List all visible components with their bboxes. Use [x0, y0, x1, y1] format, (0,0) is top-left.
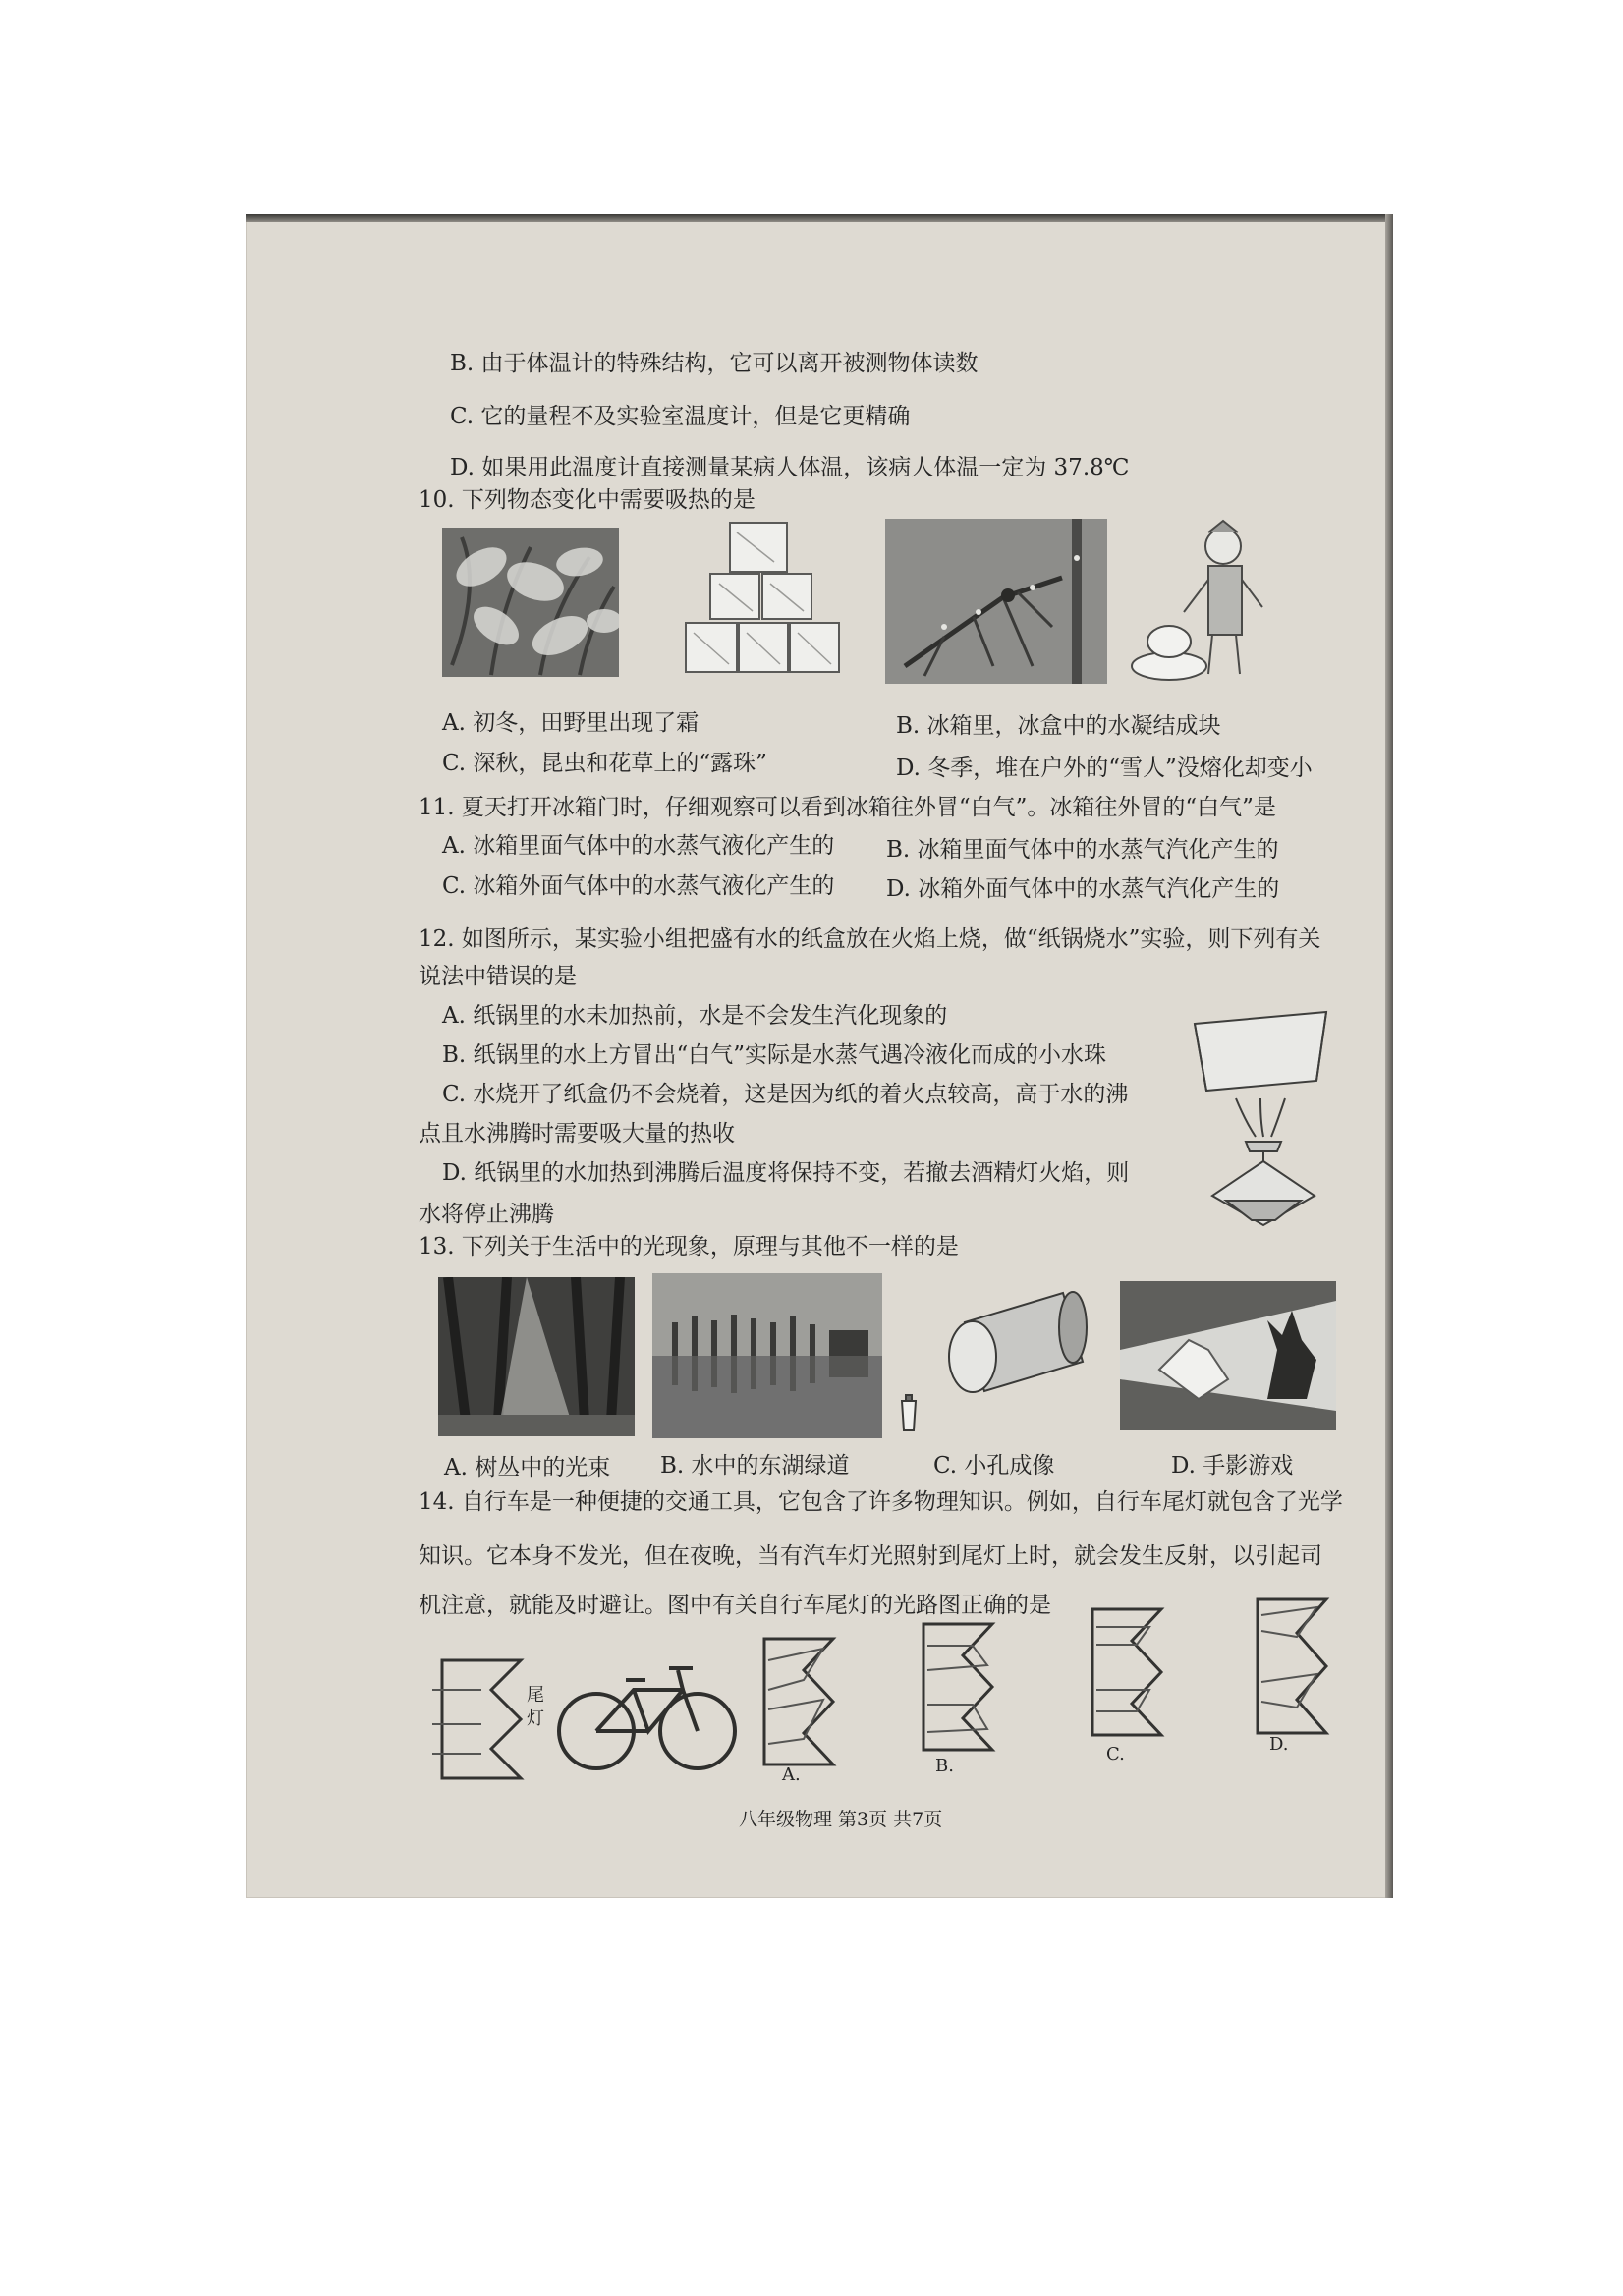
q12-stem-line2: 说法中错误的是: [419, 964, 577, 989]
ice-cubes-picture: [676, 513, 843, 682]
q9-option-c: C. 它的量程不及实验室温度计，但是它更精确: [450, 404, 911, 429]
taillight-diagram: [422, 1651, 540, 1788]
q11-stem: 11. 夏天打开冰箱门时，仔细观察可以看到冰箱往外冒“白气”。冰箱往外冒的“白气”是: [419, 795, 1276, 820]
paper-pot-boiling-diagram: [1187, 1004, 1334, 1232]
light-path-option-d: [1248, 1592, 1346, 1739]
snowman-cartoon: [1130, 519, 1297, 684]
light-path-label-b: B.: [935, 1756, 954, 1776]
q9-option-b: B. 由于体温计的特殊结构，它可以离开被测物体读数: [450, 351, 979, 376]
q14-text-line2: 知识。它本身不发光，但在夜晚，当有汽车灯光照射到尾灯上时，就会发生反射，以引起司: [419, 1543, 1322, 1569]
light-path-option-a: [755, 1631, 853, 1768]
q10-stem: 10. 下列物态变化中需要吸热的是: [419, 487, 756, 513]
sheet-top-shadow: [246, 214, 1393, 222]
q9-option-d: D. 如果用此温度计直接测量某病人体温，该病人体温一定为 37.8℃: [450, 455, 1130, 480]
light-path-option-b: [914, 1616, 1012, 1754]
q10-option-d: D. 冬季，堆在户外的“雪人”没熔化却变小: [896, 756, 1313, 781]
q14-text-line1: 14. 自行车是一种便捷的交通工具，它包含了许多物理知识。例如，自行车尾灯就包含了光学: [419, 1489, 1343, 1515]
q12-option-c-line2: 点且水沸腾时需要吸大量的热收: [419, 1121, 735, 1147]
pinhole-camera-diagram: [886, 1283, 1102, 1442]
light-path-label-c: C.: [1106, 1744, 1125, 1764]
dew-insect-photo: [885, 519, 1107, 684]
q12-option-c-line1: C. 水烧开了纸盒仍不会烧着，这是因为纸的着火点较高，高于水的沸: [442, 1082, 1129, 1107]
q13-option-a: A. 树丛中的光束: [444, 1455, 611, 1481]
lake-reflection-photo: [652, 1273, 882, 1438]
q11-option-b: B. 冰箱里面气体中的水蒸气汽化产生的: [886, 837, 1279, 863]
q10-option-b: B. 冰箱里，冰盒中的水凝结成块: [896, 713, 1221, 739]
page-footer: 八年级物理 第3页 共7页: [739, 1809, 943, 1830]
q13-option-b: B. 水中的东湖绿道: [660, 1453, 850, 1479]
q11-option-d: D. 冰箱外面气体中的水蒸气汽化产生的: [886, 876, 1280, 902]
q12-option-d-line2: 水将停止沸腾: [419, 1202, 554, 1227]
hand-shadow-photo: [1120, 1281, 1336, 1430]
light-path-label-d: D.: [1269, 1734, 1289, 1755]
q11-option-a: A. 冰箱里面气体中的水蒸气液化产生的: [442, 833, 835, 859]
q13-option-c: C. 小孔成像: [933, 1453, 1055, 1479]
q10-option-a: A. 初冬，田野里出现了霜: [442, 710, 700, 736]
q13-option-d: D. 手影游戏: [1171, 1453, 1294, 1479]
tree-light-beam-photo: [438, 1277, 635, 1436]
light-path-option-c: [1083, 1601, 1181, 1739]
q13-stem: 13. 下列关于生活中的光现象，原理与其他不一样的是: [419, 1234, 959, 1260]
q12-stem-line1: 12. 如图所示，某实验小组把盛有水的纸盒放在火焰上烧，做“纸锅烧水”实验，则下列有关: [419, 926, 1321, 952]
taillight-label-1: 尾: [527, 1685, 544, 1706]
q10-option-c: C. 深秋，昆虫和花草上的“露珠”: [442, 751, 767, 776]
light-path-label-a: A.: [782, 1764, 801, 1785]
q12-option-b: B. 纸锅里的水上方冒出“白气”实际是水蒸气遇冷液化而成的小水珠: [442, 1042, 1107, 1068]
q11-option-c: C. 冰箱外面气体中的水蒸气液化产生的: [442, 873, 835, 899]
q14-text-line3: 机注意，就能及时避让。图中有关自行车尾灯的光路图正确的是: [419, 1593, 1051, 1618]
q12-option-a: A. 纸锅里的水未加热前，水是不会发生汽化现象的: [442, 1003, 948, 1029]
bicycle-sketch: [555, 1651, 737, 1778]
frost-leaves-photo: [442, 528, 619, 677]
q12-option-d-line1: D. 纸锅里的水加热到沸腾后温度将保持不变，若撤去酒精灯火焰，则: [442, 1160, 1130, 1186]
taillight-label-2: 灯: [527, 1708, 544, 1729]
sheet-right-shadow: [1385, 214, 1393, 1898]
